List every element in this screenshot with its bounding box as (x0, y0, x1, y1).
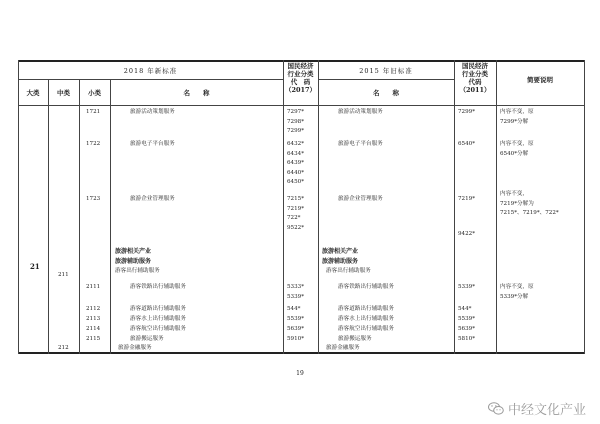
minor-code: 2115 (86, 336, 101, 342)
note: 内容不变，原 7299*分解 (500, 109, 534, 125)
minor-code: 2111 (86, 284, 101, 290)
industry-name-2015: 游客航空出行辅助服务 (338, 326, 394, 332)
vrule (110, 79, 111, 354)
industry-name-2018: 游客道路出行辅助服务 (130, 306, 186, 312)
header-2018-standard: 2018 年新标准 (123, 67, 178, 75)
industry-name-2018: 游客航空出行辅助服务 (130, 326, 186, 332)
vrule (48, 79, 49, 354)
section-subtitle-2015b: 游客出行辅助服务 (326, 268, 371, 274)
codes-2017: 5639* (287, 326, 305, 332)
industry-name-2018: 旅游搬运服务 (130, 336, 164, 342)
section-subtitle-2015: 旅游辅助服务 (322, 258, 359, 265)
page-number: 19 (296, 370, 304, 377)
header-name-2018: 名 称 (183, 89, 210, 97)
header-mid-rule-left (18, 79, 283, 80)
vrule (18, 60, 19, 354)
watermark (488, 399, 586, 418)
vrule (584, 60, 585, 354)
note: 内容不变， 7219*分解为 7215*、7219*、722* (500, 191, 559, 217)
header-2015-standard: 2015 年旧标准 (359, 67, 413, 75)
codes-2017: 6432* 6434* 6439* 6440* 6450* (287, 141, 305, 186)
vrule (283, 60, 284, 354)
code-2011: 6540* (458, 141, 476, 147)
major-code: 21 (30, 262, 40, 271)
codes-2017: 7215* 7219* 722* 9522* (287, 196, 305, 231)
industry-name-2015: 旅游活动策划服务 (338, 109, 383, 115)
header-mid-rule-right (318, 79, 454, 80)
industry-name-2018: 旅游企业管理服务 (130, 196, 175, 202)
code-2011: 5339* (458, 284, 476, 290)
industry-name-2018: 游客水上出行辅助服务 (130, 316, 186, 322)
codes-2017: 544* (287, 306, 301, 312)
industry-name-2015: 旅游企业管理服务 (338, 196, 383, 202)
note: 内容不变，原 5339*分解 (500, 284, 534, 300)
section-sub-2018-item: 游客出行辅助服务 (115, 268, 160, 274)
codes-2017: 5539* (287, 316, 305, 322)
industry-name-2015: 游客道路出行辅助服务 (338, 306, 394, 312)
industry-name-2015: 旅游金融服务 (326, 345, 360, 351)
industry-name-2018: 旅游活动策划服务 (130, 109, 175, 115)
header-code-2011: 国民经济 行业分类 代码 （2011） (459, 62, 491, 94)
header-major-category: 大类 (26, 89, 40, 97)
industry-name-2015: 游客水上出行辅助服务 (338, 316, 394, 322)
header-code-2017: 国民经济 行业分类 代 码 （2017） (284, 62, 317, 94)
codes-2017: 5333* 5339* (287, 284, 305, 300)
industry-name-2018: 旅游金融服务 (118, 345, 152, 351)
industry-name-2015: 游客铁路出行辅助服务 (338, 284, 394, 290)
code-2011: 5810* (458, 336, 476, 342)
code-2011: 7219* (458, 196, 476, 202)
header-medium-category: 中类 (57, 89, 70, 97)
code-2011: 5639* (458, 326, 476, 332)
header-minor-category: 小类 (88, 89, 101, 97)
codes-2017: 7297* 7298* 7299* (287, 109, 305, 135)
minor-code: 2112 (86, 306, 101, 312)
watermark-text: 中经文化产业 (507, 403, 586, 418)
minor-code: 1722 (86, 141, 101, 147)
vrule (454, 60, 455, 354)
industry-name-2018: 游客铁路出行辅助服务 (130, 284, 186, 290)
table-bottom-rule (18, 352, 584, 354)
vrule (318, 60, 319, 354)
minor-code: 2114 (86, 326, 101, 332)
minor-code: 2113 (86, 316, 101, 322)
section-title-2015: 旅游相关产业 (322, 248, 359, 255)
medium-code-211: 211 (58, 272, 69, 278)
codes-2017: 5910* (287, 336, 305, 342)
code-2011-secondary: 9422* (458, 231, 476, 237)
industry-name-2015: 旅游搬运服务 (338, 336, 372, 342)
medium-code-212: 212 (58, 345, 69, 351)
section-subtitle-2018: 旅游辅助服务 (115, 258, 152, 265)
code-2011: 5539* (458, 316, 476, 322)
note: 内容不变，原 6540*分解 (500, 141, 534, 157)
section-title-2018: 旅游相关产业 (115, 248, 152, 255)
wechat-icon (488, 402, 504, 415)
header-notes: 简要说明 (527, 76, 553, 84)
vrule (496, 60, 497, 354)
vrule (79, 79, 80, 354)
header-bottom-rule (18, 105, 584, 106)
minor-code: 1723 (86, 196, 101, 202)
minor-code: 1721 (86, 109, 101, 115)
code-2011: 7299* (458, 109, 476, 115)
code-2011: 544* (458, 306, 472, 312)
header-name-2015: 名 称 (373, 89, 399, 97)
industry-name-2018: 旅游电子平台服务 (130, 141, 175, 147)
industry-name-2015: 旅游电子平台服务 (338, 141, 383, 147)
